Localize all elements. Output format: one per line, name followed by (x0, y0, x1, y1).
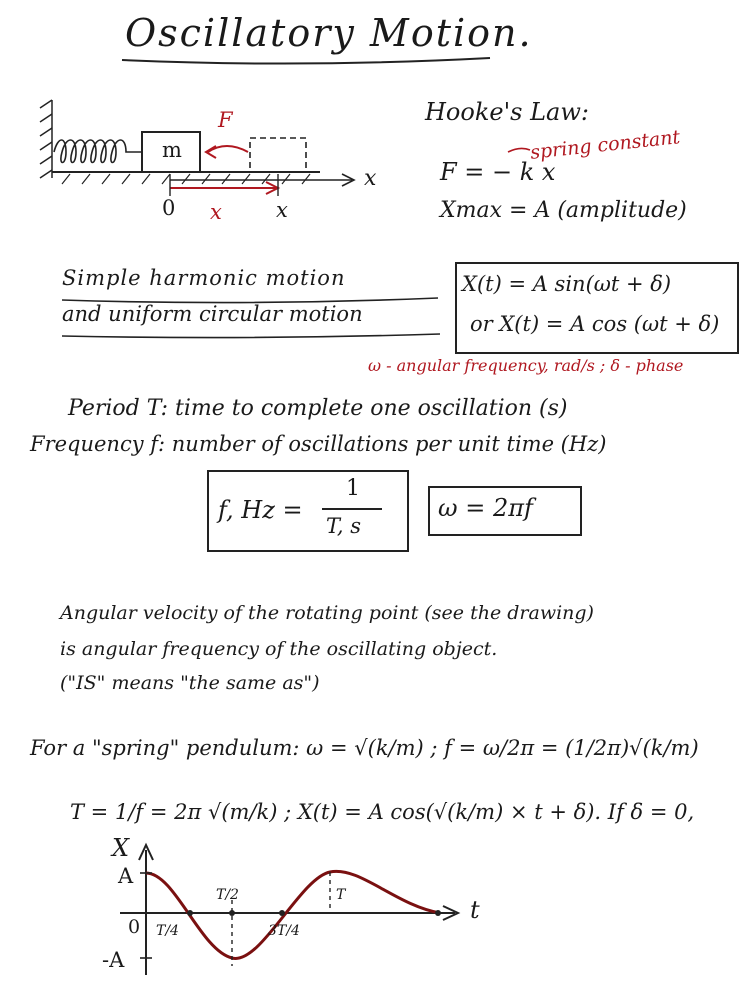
graph-y-axis-label: X (112, 834, 130, 862)
graph-zero: 0 (128, 916, 141, 938)
frequency-formula-lhs: f, Hz = (218, 496, 303, 524)
graph-x-axis-label: t (470, 896, 480, 924)
pendulum-line-1: For a "spring" pendulum: ω = √(k/m) ; f = ω/2π = (1/2π)√(k/m) (30, 736, 699, 760)
amplitude-equation: Xmax = A (amplitude) (440, 198, 687, 223)
omega-formula: ω = 2πf (438, 494, 533, 522)
graph-amp-pos: A (118, 864, 134, 888)
floor-hatch (62, 174, 310, 184)
angular-line-2: is angular frequency of the oscillating object. (60, 638, 498, 660)
hookes-law-equation: F = − k x (440, 158, 556, 186)
frequency-definition: Frequency f: number of oscillations per unit time (Hz) (30, 432, 607, 456)
spring-coil (54, 140, 142, 163)
angular-line-3: ("IS" means "the same as") (60, 672, 320, 694)
graph-tick-t: T (336, 887, 346, 903)
angular-line-1: Angular velocity of the rotating point (see the drawing) (60, 602, 594, 624)
shm-equation-2: or X(t) = A cos (ωt + δ) (470, 312, 720, 336)
shm-note: ω - angular frequency, rad/s ; δ - phase (368, 356, 684, 375)
pendulum-line-2: T = 1/f = 2π √(m/k) ; X(t) = A cos(√(k/m) × t + δ). If δ = 0, (70, 800, 695, 824)
graph-amp-neg: -A (102, 948, 125, 972)
spring-constant-note: spring constant (529, 126, 682, 164)
displaced-block (250, 138, 306, 172)
mass-label: m (162, 138, 182, 162)
graph-tick-t4: T/4 (156, 923, 179, 939)
page-title: Oscillatory Motion. (125, 11, 533, 55)
origin-label: 0 (162, 196, 176, 220)
force-arrow (206, 146, 248, 158)
position-label: x (276, 198, 288, 222)
x-axis-label: x (364, 166, 377, 191)
displacement-label: x (210, 200, 222, 224)
force-label: F (218, 108, 233, 132)
title-underline (122, 58, 490, 64)
graph-tick-t2: T/2 (216, 887, 239, 903)
wall-hatch (40, 100, 52, 178)
frequency-formula-denominator: T, s (326, 514, 362, 538)
shm-line-2: and uniform circular motion (62, 302, 363, 326)
shm-equation-1: X(t) = A sin(ωt + δ) (462, 272, 672, 296)
graph-tick-3t4: 3T/4 (268, 923, 300, 939)
period-definition: Period T: time to complete one oscillation (s) (68, 396, 568, 421)
frequency-formula-numerator: 1 (346, 476, 360, 501)
shm-line-1: Simple harmonic motion (62, 266, 346, 290)
fraction-bar (322, 508, 382, 510)
hookes-law-heading: Hooke's Law: (425, 98, 589, 126)
spring-constant-pointer (508, 148, 530, 152)
